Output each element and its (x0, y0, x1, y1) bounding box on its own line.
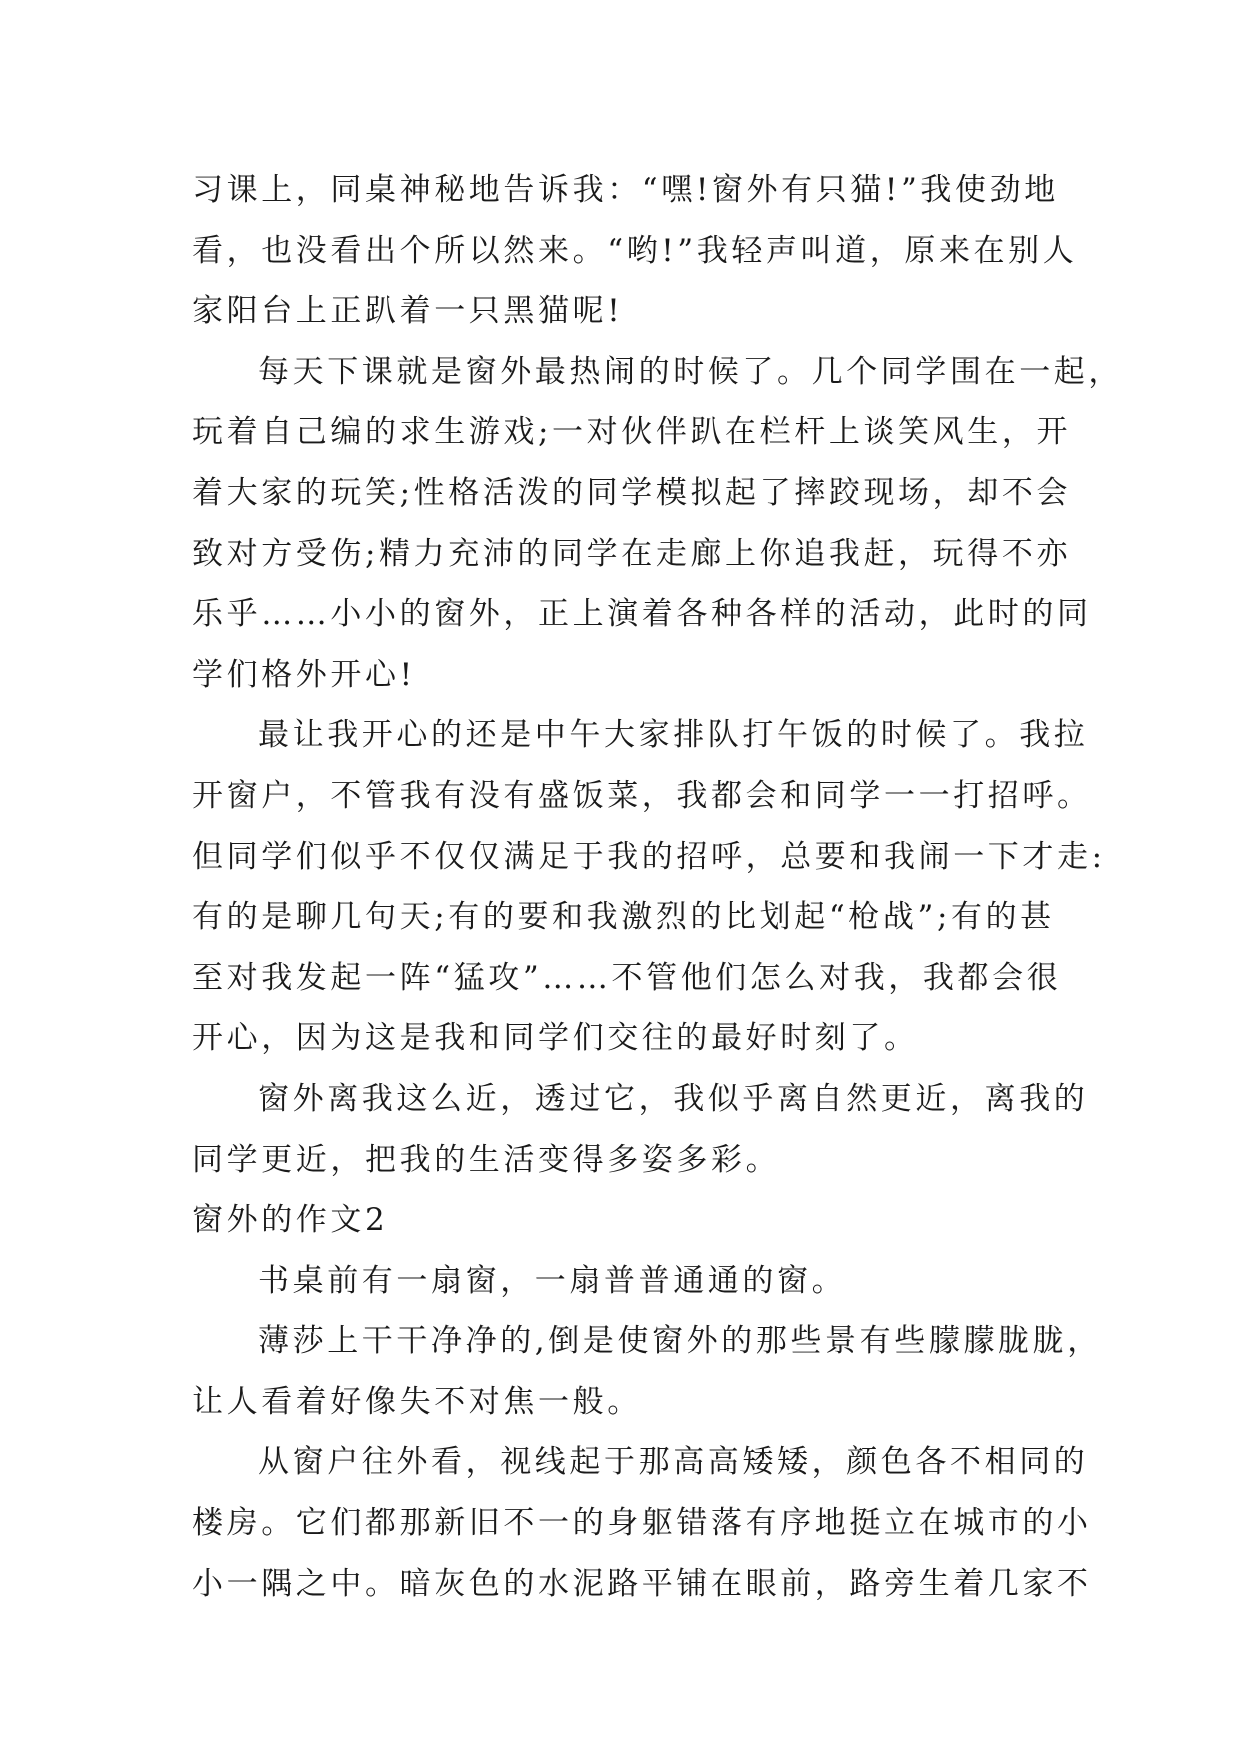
paragraph-first-line: 从窗户往外看，视线起于那高高矮矮，颜色各不相同的 (258, 1444, 1089, 1481)
text-line: 小一隅之中。暗灰色的水泥路平铺在眼前，路旁生着几家不 (192, 1565, 1092, 1602)
text-line: 乐乎……小小的窗外，正上演着各种各样的活动，此时的同 (192, 596, 1092, 633)
paragraph-first-line: 书桌前有一扇窗，一扇普普通通的窗。 (258, 1262, 847, 1299)
text-line: 致对方受伤;精力充沛的同学在走廊上你追我赶，玩得不亦 (192, 535, 1072, 572)
text-line: 让人看着好像失不对焦一般。 (192, 1383, 642, 1420)
text-line: 开心，因为这是我和同学们交往的最好时刻了。 (192, 1020, 919, 1057)
paragraph-first-line: 每天下课就是窗外最热闹的时候了。几个同学围在一起， (258, 353, 1123, 390)
text-line: 同学更近，把我的生活变得多姿多彩。 (192, 1141, 781, 1178)
text-line: 楼房。它们都那新旧不一的身躯错落有序地挺立在城市的小 (192, 1505, 1092, 1542)
paragraph-first-line: 薄莎上干干净净的,倒是使窗外的那些景有些朦朦胧胧， (258, 1323, 1102, 1360)
document-body (192, 160, 1123, 1614)
text-line: 开窗户，不管我有没有盛饭菜，我都会和同学一一打招呼。 (192, 777, 1092, 814)
paragraph-first-line: 最让我开心的还是中午大家排队打午饭的时候了。我拉 (258, 717, 1089, 754)
text-line: 玩着自己编的求生游戏;一对伙伴趴在栏杆上谈笑风生，开 (192, 414, 1072, 451)
text-line: 习课上，同桌神秘地告诉我：“嘿!窗外有只猫!”我使劲地 (192, 172, 1059, 208)
text-line: 有的是聊几句天;有的要和我激烈的比划起“枪战”;有的甚 (192, 899, 1055, 936)
text-line: 但同学们似乎不仅仅满足于我的招呼，总要和我闹一下才走: (192, 838, 1106, 875)
text-line: 至对我发起一阵“猛攻”……不管他们怎么对我，我都会很 (192, 959, 1062, 996)
text-line: 看，也没看出个所以然来。“哟!”我轻声叫道，原来在别人 (192, 232, 1078, 269)
text-line: 学们格外开心! (192, 656, 416, 693)
paragraph-first-line: 窗外离我这么近，透过它，我似乎离自然更近，离我的 (258, 1080, 1089, 1117)
text-line: 家阳台上正趴着一只黑猫呢! (192, 293, 624, 330)
section-title: 窗外的作文2 (192, 1202, 389, 1239)
text-line: 着大家的玩笑;性格活泼的同学模拟起了摔跤现场，却不会 (192, 474, 1072, 511)
